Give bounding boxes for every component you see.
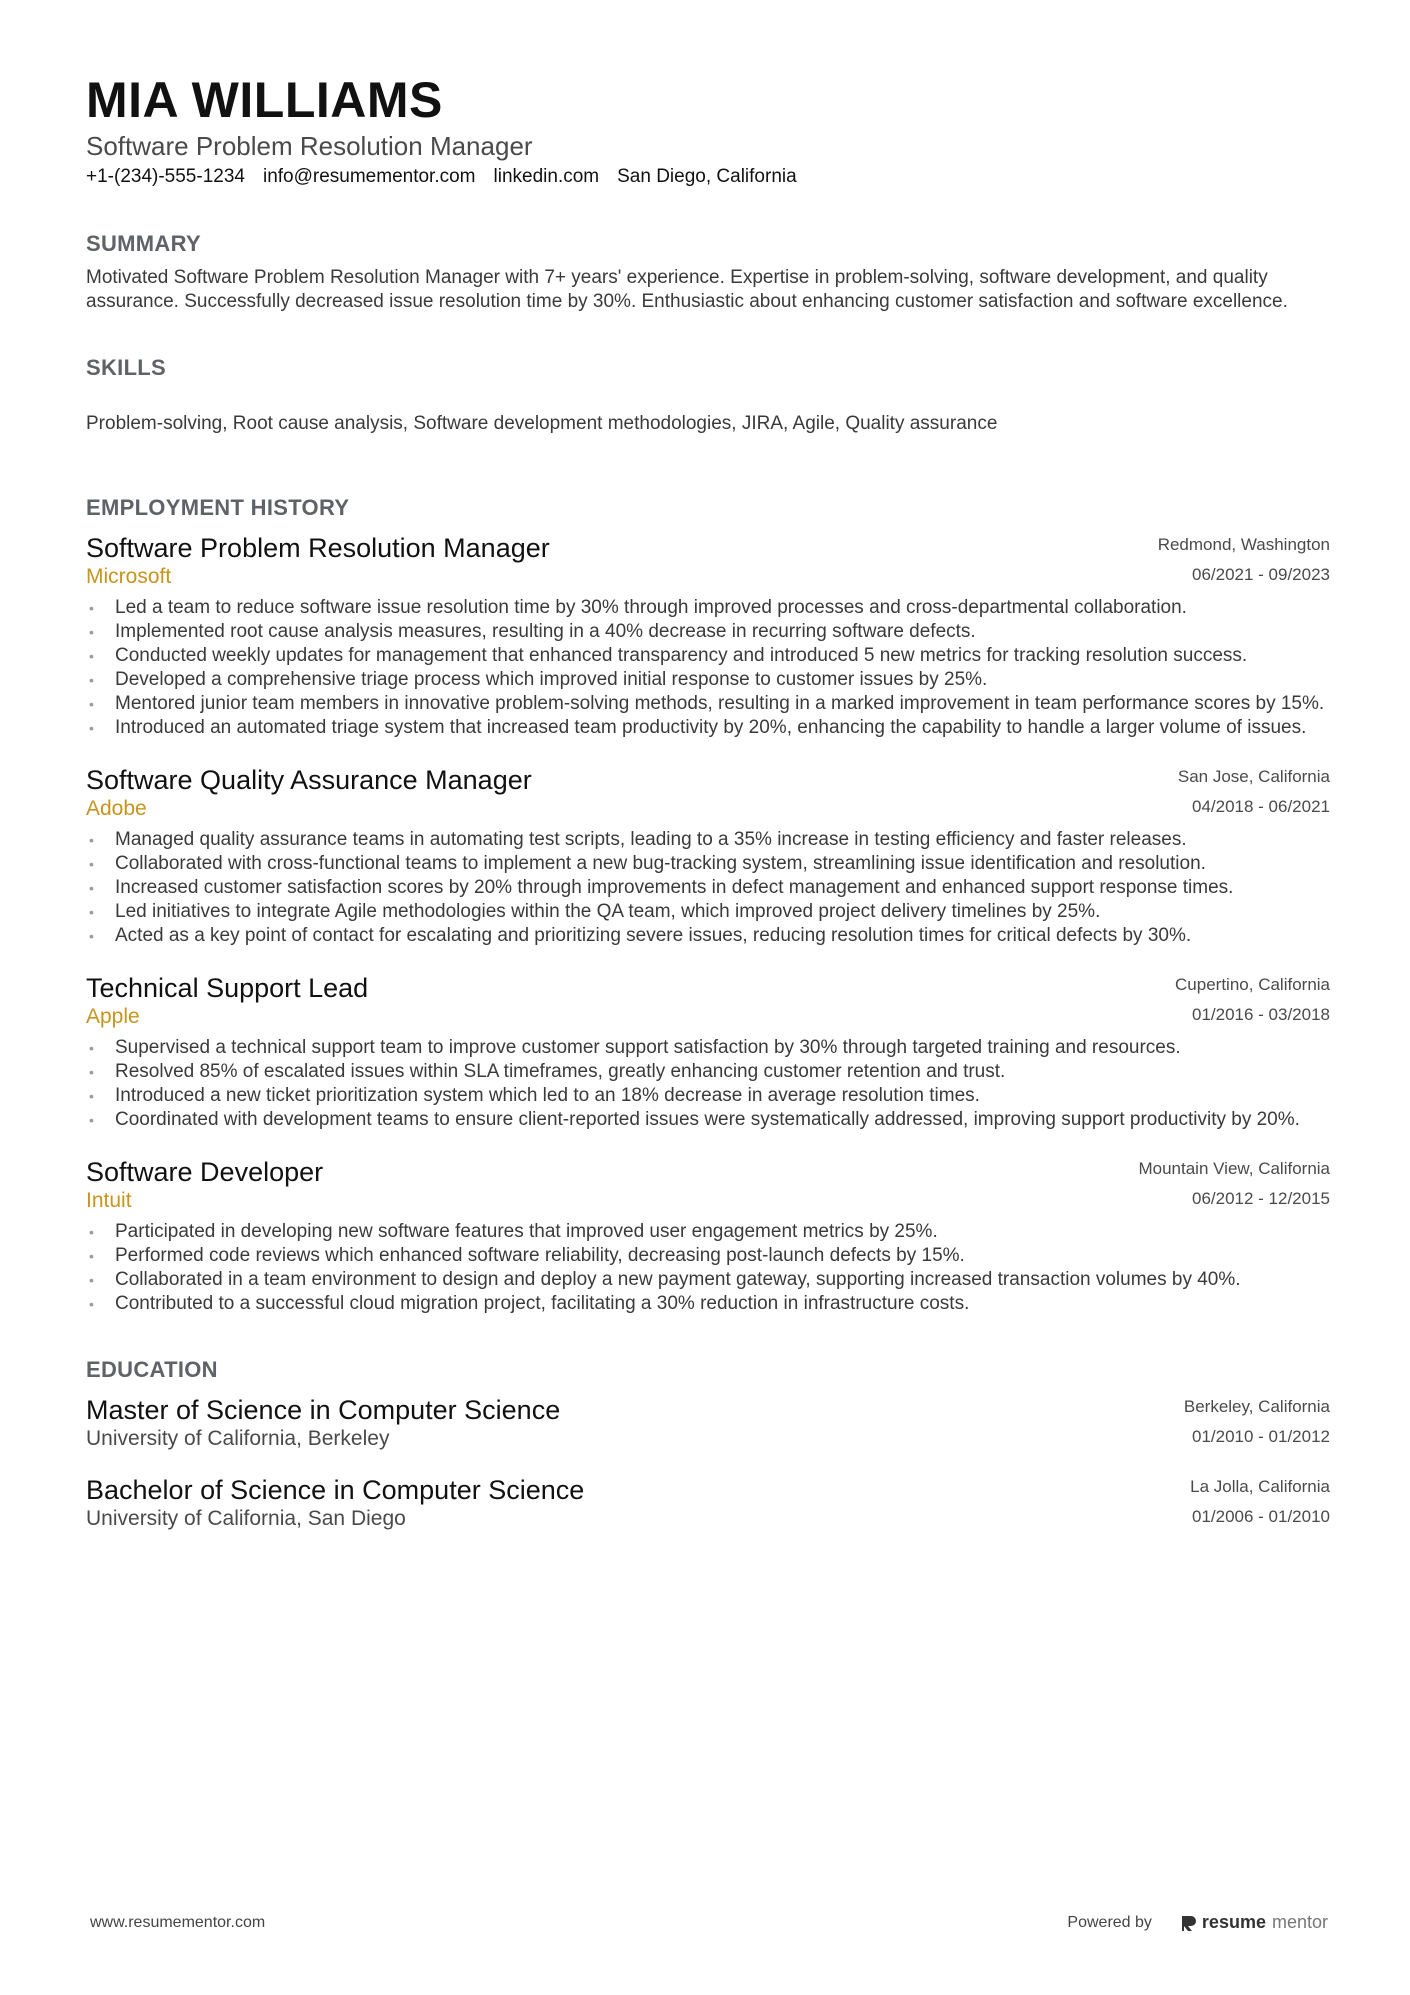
job-dates: 01/2016 - 03/2018 [1191,1005,1330,1024]
bullet-dot-icon: • [89,648,94,664]
education-entry [86,1474,1330,1532]
bullet-dot-icon: • [89,1112,94,1128]
bullet-item: • Resolved 85% of escalated issues within SLA timeframes, greatly enhancing customer retention and trust. [89,1061,1006,1082]
education-dates: 01/2010 - 01/2012 [1191,1427,1330,1446]
job-company: Apple [86,1005,140,1028]
bullet-item: • Mentored junior team members in innovative problem-solving methods, resulting in a marked improvement in team performance scores by 15%. [89,693,1325,714]
job-title: Software Developer [86,1157,324,1187]
contact-linkedin: linkedin.com [493,166,600,187]
job-location: Mountain View, California [1138,1159,1330,1178]
brand-name-light: mentor [1271,1912,1328,1932]
job-location: Cupertino, California [1175,975,1330,994]
summary-heading: SUMMARY [86,231,201,256]
education-dates: 01/2006 - 01/2010 [1191,1507,1330,1526]
bullet-dot-icon: • [89,720,94,736]
bullet-dot-icon: • [89,1296,94,1312]
contact-email: info@resumementor.com [262,166,476,187]
bullet-item: • Supervised a technical support team to improve customer support satisfaction by 30% through targeted training and resources. [89,1037,1181,1058]
bullet-dot-icon: • [89,904,94,920]
job-entry [86,764,1330,948]
job-company: Intuit [86,1189,132,1212]
bullet-dot-icon: • [89,672,94,688]
bullet-item: • Introduced a new ticket prioritization system which led to an 18% decrease in average resolution times. [89,1085,980,1106]
contact-info [86,164,1330,190]
bullet-dot-icon: • [89,696,94,712]
bullet-dot-icon: • [89,832,94,848]
job-bullets [86,596,1330,740]
skills-section [86,354,1330,436]
bullet-item: • Introduced an automated triage system that increased team productivity by 20%, enhancing the capability to handle a larger volume of issues. [89,717,1307,738]
bullet-dot-icon: • [89,1224,94,1240]
bullet-item: • Increased customer satisfaction scores by 20% through improvements in defect management and enhanced support response times. [89,877,1234,898]
bullet-item: • Led initiatives to integrate Agile methodologies within the QA team, which improved project delivery timelines by 25%. [89,901,1101,922]
bullet-dot-icon: • [89,600,94,616]
resume-page [86,72,1330,1532]
education-location: Berkeley, California [1183,1397,1330,1416]
bullet-dot-icon: • [89,856,94,872]
bullet-item: • Participated in developing new software features that improved user engagement metrics by 25%. [89,1221,938,1242]
bullet-item: • Performed code reviews which enhanced software reliability, decreasing post-launch defects by 15%. [89,1245,965,1266]
bullet-item: • Collaborated with cross-functional teams to implement a new bug-tracking system, streamlining issue identification and resolution. [89,853,1206,874]
job-entry [86,1156,1330,1316]
skills-list: Problem-solving, Root cause analysis, Software development methodologies, JIRA, Agile, Quality assurance [86,413,998,434]
skills-heading: SKILLS [86,355,167,380]
bullet-dot-icon: • [89,1272,94,1288]
job-bullets [86,828,1330,948]
job-bullets [86,1036,1330,1132]
candidate-name: MIA WILLIAMS [86,72,443,128]
job-company: Adobe [86,797,147,820]
school-name: University of California, San Diego [86,1507,406,1530]
bullet-dot-icon: • [89,1088,94,1104]
bullet-item: • Managed quality assurance teams in automating test scripts, leading to a 35% increase in testing efficiency and faster releases. [89,829,1187,850]
job-company: Microsoft [86,565,172,588]
bullet-item: • Led a team to reduce software issue resolution time by 30% through improved processes and cross-departmental collaboration. [89,597,1187,618]
job-location: Redmond, Washington [1157,535,1330,554]
job-title: Technical Support Lead [86,973,369,1003]
bullet-item: • Collaborated in a team environment to design and deploy a new payment gateway, supporting increased transaction volumes by 40%. [89,1269,1241,1290]
education-heading: EDUCATION [86,1357,218,1382]
job-dates: 06/2021 - 09/2023 [1191,565,1330,584]
job-entry [86,972,1330,1132]
job-bullets [86,1220,1330,1316]
bullet-item: • Developed a comprehensive triage process which improved initial response to customer issues by 25%. [89,669,988,690]
footer-website-link[interactable]: www.resumementor.com [90,1913,266,1931]
job-location: San Jose, California [1177,767,1330,786]
job-entry [86,532,1330,740]
summary-text: Motivated Software Problem Resolution Manager with 7+ years' experience. Expertise in problem-solving, software development, and quality assurance. Successfully decreased issue resolution time by 30%. Enthusiastic about enhancing customer satisfaction and software excellence. [86,267,1288,312]
bullet-item: • Implemented root cause analysis measures, resulting in a 40% decrease in recurring software defects. [89,621,976,642]
bullet-dot-icon: • [89,1248,94,1264]
bullet-item: • Coordinated with development teams to ensure client-reported issues were systematically addressed, improving support productivity by 20%. [89,1109,1300,1130]
employment-heading: EMPLOYMENT HISTORY [86,495,350,520]
employment-section [86,494,1330,1316]
resume-header [86,72,1330,190]
degree-title: Bachelor of Science in Computer Science [86,1475,585,1505]
school-name: University of California, Berkeley [86,1427,390,1450]
bullet-dot-icon: • [89,624,94,640]
bullet-item: • Contributed to a successful cloud migration project, facilitating a 30% reduction in infrastructure costs. [89,1293,970,1314]
education-section [86,1356,1330,1532]
bullet-item: • Conducted weekly updates for management that enhanced transparency and introduced 5 new metrics for tracking resolution success. [89,645,1248,666]
bullet-dot-icon: • [89,1040,94,1056]
bullet-dot-icon: • [89,928,94,944]
education-location: La Jolla, California [1190,1477,1330,1496]
brand-name-bold: resume [1201,1912,1266,1932]
bullet-dot-icon: • [89,1064,94,1080]
job-title: Software Problem Resolution Manager [86,533,550,563]
contact-location: San Diego, California [617,166,797,187]
summary-section [86,230,1330,314]
footer-branding [1067,1912,1328,1933]
powered-by-label: Powered by [1067,1913,1152,1931]
candidate-title: Software Problem Resolution Manager [86,131,533,161]
resumementor-logo[interactable] [1180,1912,1328,1933]
bullet-dot-icon: • [89,880,94,896]
degree-title: Master of Science in Computer Science [86,1395,561,1425]
bullet-item: • Acted as a key point of contact for escalating and prioritizing severe issues, reducing resolution times for critical defects by 30%. [89,925,1192,946]
education-entry [86,1394,1330,1452]
job-dates: 04/2018 - 06/2021 [1191,797,1330,816]
job-title: Software Quality Assurance Manager [86,765,532,795]
job-dates: 06/2012 - 12/2015 [1191,1189,1330,1208]
page-footer [90,1912,1328,1933]
resumementor-logo-icon [1180,1914,1196,1932]
contact-phone: +1-(234)-555-1234 [86,166,245,187]
